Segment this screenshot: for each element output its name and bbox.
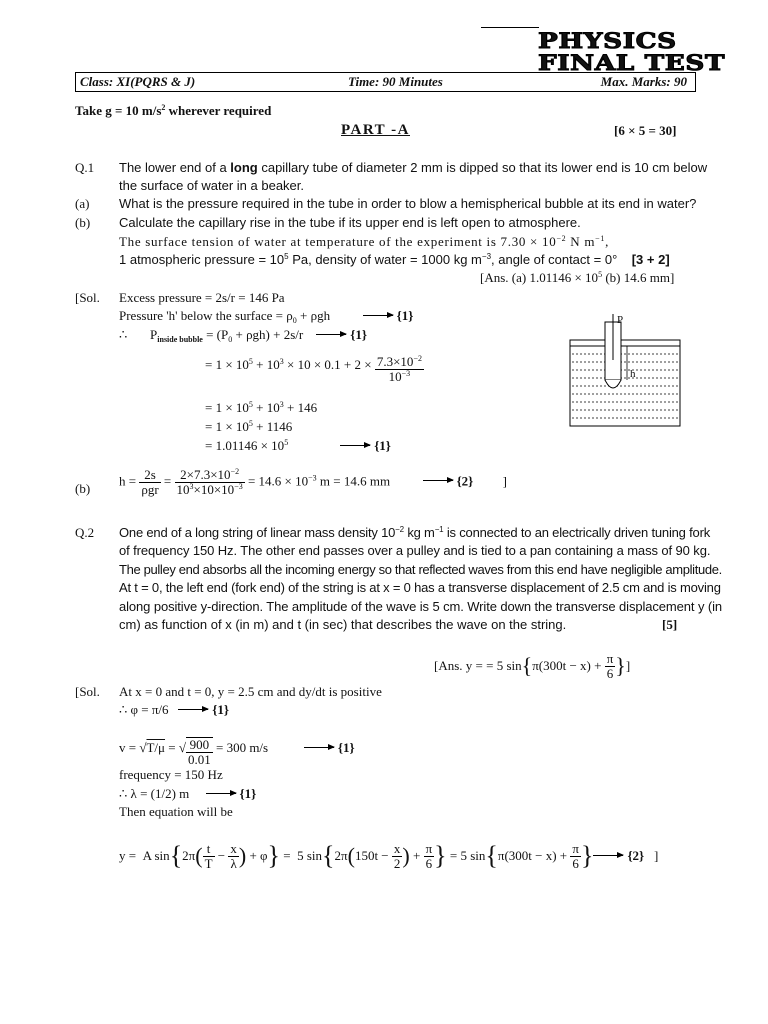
logo-line-2: FINAL TEST bbox=[538, 50, 726, 75]
sol1-step-3: = $1 \times 10^5 + 1146$ bbox=[205, 419, 293, 434]
sol2-label: [Sol. bbox=[75, 684, 100, 699]
q1-number: Q.1 bbox=[75, 160, 95, 175]
q2-line-5: along positive y-direction. The amplitude of the wave is 5 cm. Write down the transverse displacement y (in bbox=[119, 599, 722, 614]
q1-given-2: 1 atmospheric pressure = $10^5$ Pa, density of water = 1000 kg $m^{-3}$, angle of contact = 0° [3 + 2] bbox=[119, 252, 670, 267]
q2-line-1: One end of a long string of linear mass density $10^{-2}$ kg $m^{-1}$ is connected to an electrically driven tuning fork bbox=[119, 525, 710, 540]
sol1-b-formula: h = $\frac{2s}{\text{ρgr}}$ = $\frac{2\times 7.3\times 10^{-2}}{10^3\times 10\times 10^{-3}}$ = $14.6 \times 10^{-3}$ m = 14.6 mm {2} ] bbox=[119, 467, 507, 497]
q1-b-text: Calculate the capillary rise in the tube if its upper end is left open to atmosphere. bbox=[119, 215, 581, 230]
q1-b-label: (b) bbox=[75, 215, 91, 230]
sol2-velocity: v = √T/μ = √ $\frac{900}{0.01}$ = 300 m/s {1} bbox=[119, 737, 355, 767]
q1-line-2: the surface of water in a beaker. bbox=[119, 178, 304, 193]
part-title: PART -A bbox=[341, 122, 410, 138]
q2-marks: [5] bbox=[662, 617, 678, 632]
logo-line-1: PHYSICS bbox=[538, 28, 677, 53]
title-overline bbox=[481, 27, 539, 28]
q2-line-2: of frequency 150 Hz. The other end passes over a pulley and is tied to a pan containing a mass of 90 kg. bbox=[119, 543, 711, 558]
max-marks: Max. Marks: 90 bbox=[600, 74, 687, 89]
sol2-then: Then equation will be bbox=[119, 804, 233, 819]
sol2-equation: y = A sin{2π( $\frac{t}{T}$ − $\frac{x}{\lambda}$ ) + φ} = 5 sin{2π(150t − $\frac{x}{2}$ ) + $\frac{\pi}{6}$ } = 5 sin{π(300t − x) + $\frac{\pi}{6}$ } {2} ] bbox=[119, 841, 659, 871]
sol1-step-4: = $1.01146 \times 10^5$ {1} bbox=[205, 438, 391, 453]
sol2-frequency: frequency = 150 Hz bbox=[119, 767, 223, 782]
gravity-note: Take g = 10 $m/s^2$ wherever required bbox=[75, 103, 272, 118]
diagram-label-h: h bbox=[630, 368, 636, 380]
q1-a-label: (a) bbox=[75, 196, 90, 211]
q2-line-6: cm) as function of x (in m) and t (in sec) that describes the wave on the string. bbox=[119, 617, 567, 632]
q2-line-3: The pulley end absorbs all the incoming energy so that reflected waves from this end have negligible amplitude. bbox=[119, 562, 722, 577]
q1-line-1: The lower end of a long capillary tube of diameter 2 mm is dipped so that its lower end is 10 cm below bbox=[119, 160, 708, 175]
sol1-line-2: Pressure 'h' below the surface = $\rho_0 + \rho gh$ {1} bbox=[119, 308, 414, 325]
capillary-diagram bbox=[565, 312, 685, 428]
q1-answer: [Ans. (a) $1.01146 \times 10^5$ (b) 14.6 mm] bbox=[480, 270, 675, 285]
exam-header-box bbox=[75, 72, 696, 92]
class-info: Class: XI(PQRS & J) bbox=[80, 74, 196, 89]
diagram-label-p: P bbox=[617, 314, 624, 326]
q2-number: Q.2 bbox=[75, 525, 95, 540]
sol2-line-1: At x = 0 and t = 0, y = 2.5 cm and dy/dt is positive bbox=[119, 684, 382, 699]
sol1-step-1: = $1 \times 10^5 + 10^3 \times 10 \times 0.1 + 2$ × $\frac{7.3\times 10^{-2}}{10^{-3}}$ bbox=[205, 354, 422, 384]
sol1-line-1: Excess pressure = 2s/r = 146 Pa bbox=[119, 290, 285, 305]
sol1-step-2: = $1 \times 10^5 + 10^3 + 146$ bbox=[205, 400, 318, 415]
sol2-wavelength: ∴ λ = (1/2) m {1} bbox=[119, 786, 257, 801]
sol2-line-2: ∴ φ = π/6 {1} bbox=[119, 702, 230, 717]
q1-given-1: The surface tension of water at temperature of the experiment is $7.30 \times 10^{-2}$ N $m^{-1}$, bbox=[119, 234, 610, 249]
part-marks: [6 × 5 = 30] bbox=[614, 123, 677, 138]
time-info: Time: 90 Minutes bbox=[348, 74, 443, 89]
q2-line-4: At t = 0, the left end (fork end) of the string is at x = 0 has a transverse displacement of 2.5 cm and is moving bbox=[119, 580, 721, 595]
sol1-b-label: (b) bbox=[75, 481, 91, 496]
sol1-label: [Sol. bbox=[75, 290, 100, 305]
q2-answer: [Ans. y = = 5 sin{π(300t − x) + $\frac{\pi}{6}$ }] bbox=[434, 651, 631, 681]
sol1-line-3: ∴ $P_{inside bubble} = (P_0 + \rho gh) + 2s/r$ {1} bbox=[119, 327, 367, 344]
q1-a-text: What is the pressure required in the tube in order to blow a hemispherical bubble at its end in water? bbox=[119, 196, 697, 211]
